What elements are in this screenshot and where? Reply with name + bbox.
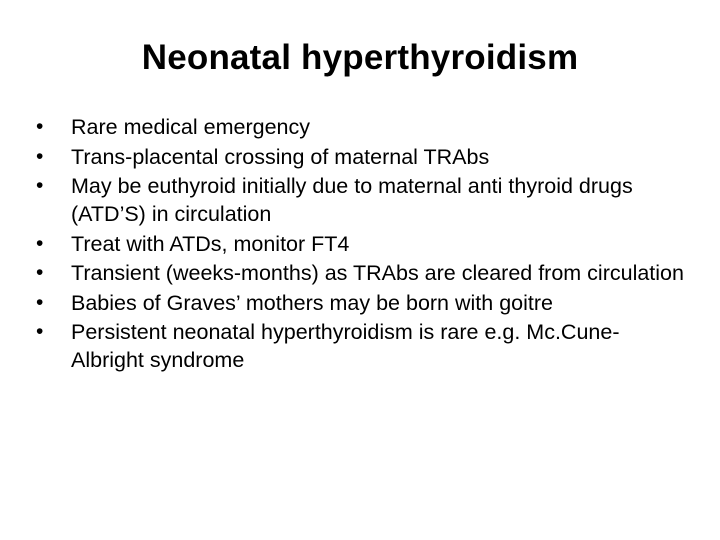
bullet-text: Babies of Graves’ mothers may be born with goitre (71, 290, 553, 315)
bullet-marker: • (36, 115, 44, 138)
bullet-marker: • (36, 231, 44, 255)
slide-title: Neonatal hyperthyroidism (141, 38, 579, 77)
bullet-text: May be euthyroid initially due to maternal anti thyroid drugs (ATD’S) in circulation (71, 174, 633, 226)
bullet-text: Rare medical emergency (71, 115, 310, 139)
bullet-item (36, 259, 684, 287)
bullet-text: Treat with ATDs, monitor FT4 (71, 231, 350, 256)
bullet-list (36, 113, 684, 376)
bullet-marker: • (36, 320, 44, 343)
bullet-marker: • (36, 290, 44, 314)
bullet-item (36, 318, 684, 374)
bullet-marker: • (36, 261, 44, 284)
bullet-item (36, 172, 684, 228)
bullet-item (36, 113, 684, 141)
bullet-marker: • (36, 174, 44, 197)
bullet-text: Trans-placental crossing of maternal TRAbs (71, 144, 490, 169)
bullet-item (36, 230, 684, 258)
bullet-text: Persistent neonatal hyperthyroidism is rare e.g. Mc.Cune-Albright syndrome (71, 320, 620, 372)
bullet-item (36, 143, 684, 171)
bullet-marker: • (36, 144, 44, 168)
bullet-item (36, 289, 684, 317)
bullet-text: Transient (weeks-months) as TRAbs are cleared from circulation (71, 261, 684, 285)
